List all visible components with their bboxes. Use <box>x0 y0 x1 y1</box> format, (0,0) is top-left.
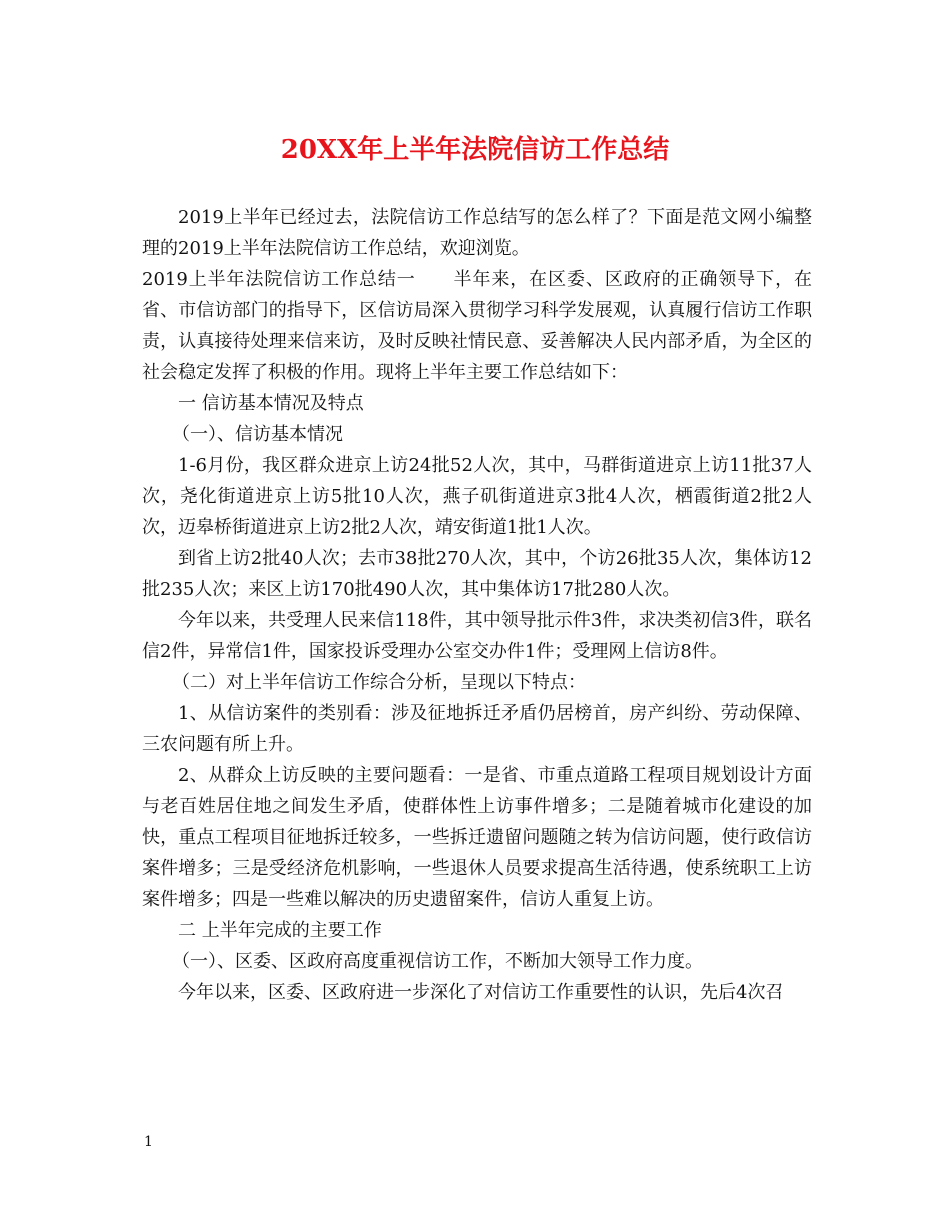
paragraph-beijing-visits: 1-6月份，我区群众进京上访24批52人次，其中，马群街道进京上访11批37人次，尧化街道进京上访5批10人次，燕子矶街道进京3批4人次，栖霞街道2批2人次，迈皋桥街道进京上访2批2人次，靖安街道1批1人次。 <box>142 455 812 538</box>
paragraph-letters: 今年以来，共受理人民来信118件，其中领导批示件3件，求决类初信3件，联名信2件，异常信1件，国家投诉受理办公室交办件1件；受理网上信访8件。 <box>142 610 812 662</box>
document-title: 20XX年上半年法院信访工作总结 <box>280 135 670 165</box>
subsection-heading-analysis: （二）对上半年信访工作综合分析，呈现以下特点： <box>172 672 586 693</box>
document-body <box>142 202 812 1008</box>
section-heading-one: 一 信访基本情况及特点 <box>178 393 364 414</box>
subsection-heading-leadership: （一）、区委、区政府高度重视信访工作，不断加大领导工作力度。 <box>172 951 703 972</box>
section-heading-two: 二 上半年完成的主要工作 <box>178 920 382 941</box>
paragraph-intro: 2019上半年已经过去，法院信访工作总结写的怎么样了？下面是范文网小编整理的2019上半年法院信访工作总结，欢迎浏览。 <box>142 207 812 259</box>
paragraph-summary-one: 2019上半年法院信访工作总结一 半年来，在区委、区政府的正确领导下，在省、市信访部门的指导下，区信访局深入贯彻学习科学发展观，认真履行信访工作职责，认真接待处理来信来访，及时反映社情民意、妥善解决人民内部矛盾，为全区的社会稳定发挥了积极的作用。现将上半年主要工作总结如下： <box>142 269 812 383</box>
paragraph-leadership: 今年以来，区委、区政府进一步深化了对信访工作重要性的认识，先后4次召 <box>178 982 784 1003</box>
subsection-heading-basic: （一）、信访基本情况 <box>172 424 343 445</box>
paragraph-main-issues: 2、从群众上访反映的主要问题看：一是省、市重点道路工程项目规划设计方面与老百姓居住地之间发生矛盾，使群体性上访事件增多；二是随着城市化建设的加快，重点工程项目征地拆迁较多，一些拆迁遗留问题随之转为信访问题，使行政信访案件增多；三是受经济危机影响，一些退休人员要求提高生活待遇，使系统职工上访案件增多；四是一些难以解决的历史遗留案件，信访人重复上访。 <box>142 765 812 910</box>
paragraph-province-visits: 到省上访2批40人次；去市38批270人次，其中，个访26批35人次，集体访12批235人次；来区上访170批490人次，其中集体访17批280人次。 <box>142 548 812 600</box>
page-number: 1 <box>144 1134 153 1150</box>
paragraph-case-types: 1、从信访案件的类别看：涉及征地拆迁矛盾仍居榜首，房产纠纷、劳动保障、三农问题有所上升。 <box>142 703 812 755</box>
